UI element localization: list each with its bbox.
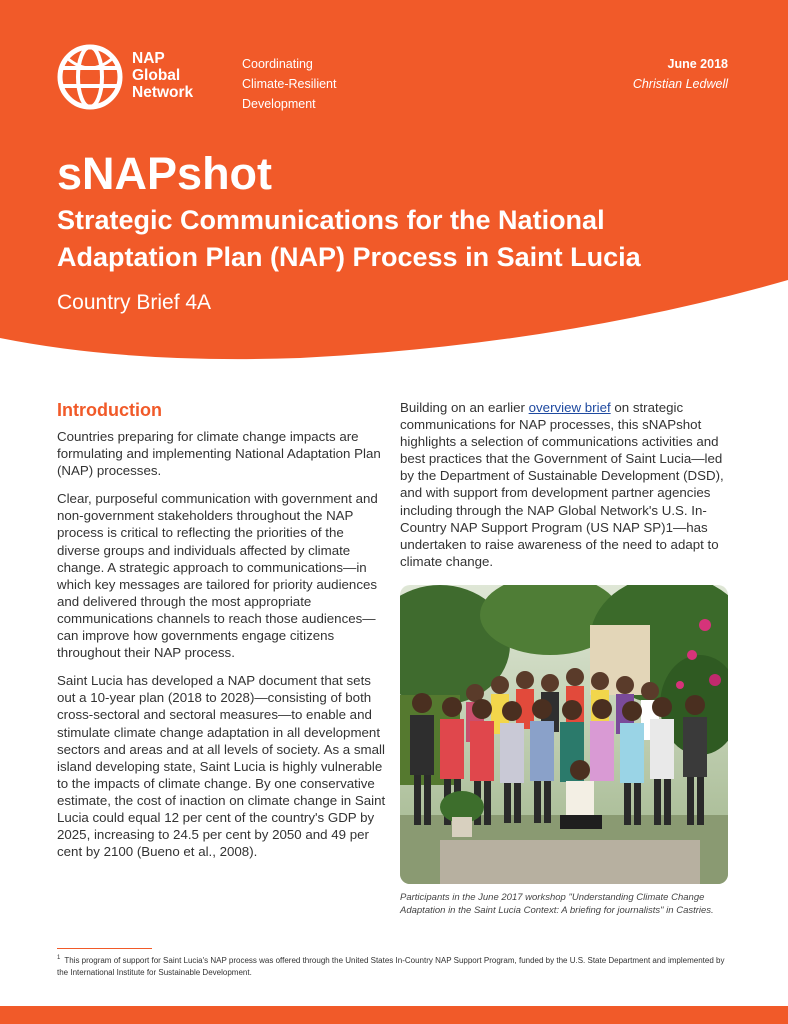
footnote-divider [57, 948, 152, 949]
document-subtitle: Country Brief 4A [57, 291, 212, 314]
logo-line: Network [132, 84, 194, 101]
right-paragraph [400, 399, 730, 570]
author-name: Christian Ledwell [632, 77, 728, 91]
footnote-text: This program of support for Saint Lucia's NAP process was offered through the United States In-Country NAP Support Program, funded by the U.S. State Department and implemented by the International Institute for Sustainable Development. [57, 956, 725, 977]
section-heading-introduction: Introduction [57, 400, 162, 420]
title-line: Adaptation Plan (NAP) Process in Saint Lucia [57, 242, 641, 272]
tagline-line: Coordinating [242, 57, 313, 71]
logo-line: NAP [132, 50, 165, 67]
intro-paragraph: Saint Lucia has developed a NAP document that sets out a 10-year plan (2018 to 2028)—consisting of both cross-sectoral and sectoral measures—to enable and stimulate climate change adaptation in all development sectors and areas and at all levels of society. As a small island developing state, Saint Lucia is highly vulnerable to the impacts of climate change. By one conservative estimate, the cost of inaction on climate change in Saint Lucia could equal 12 per cent of the country's GDP by 2025, increasing to 24.5 per cent by 2050 and 49 per cent by 2100 (Bueno et al., 2008). [57, 673, 386, 860]
photo-caption: Participants in the June 2017 workshop "Understanding Climate Change Adaptation in the Saint Lucia Context: A briefing for journalists" in Castries. [400, 892, 714, 916]
document-title [57, 202, 757, 276]
intro-paragraph: Countries preparing for climate change impacts are formulating and implementing National Adaptation Plan (NAP) processes. [57, 429, 381, 479]
footnote-ref: 1 [665, 519, 673, 535]
logo-wordmark [132, 50, 193, 101]
text-run: on strategic communications for NAP processes, this sNAPshot highlights a selection of communications activities and best practices that the Government of Saint Lucia—led by the Department of Sustainable Development (DSD), and with support from development partner agencies including through the NAP Global Network's U.S. In-Country NAP Support Program (US NAP SP) [400, 400, 724, 535]
right-column [400, 398, 730, 581]
tagline-line: Development [242, 97, 316, 111]
globe-logo-icon [57, 44, 123, 110]
bottom-bar [0, 1006, 788, 1024]
intro-paragraph: Clear, purposeful communication with government and non-government stakeholders throughout the NAP process is critical to reflecting the priorities of the diverse groups and individuals affected by climate change. A strategic approach to communications—in which key messages are tailored for priority audiences and delivered through the most appropriate communications channels to reach those audiences—can improve how governments engage citizens throughout their NAP process. [57, 491, 378, 661]
logo-line: Global [132, 67, 181, 84]
tagline [242, 54, 336, 114]
date-author-block [633, 54, 728, 94]
overview-brief-link[interactable]: overview brief [528, 400, 611, 415]
series-brand: sNAPshot [57, 148, 273, 199]
title-line: Strategic Communications for the National [57, 205, 605, 235]
left-column [57, 398, 387, 871]
text-run: Building on an earlier [400, 400, 529, 415]
footnote [57, 955, 737, 978]
tagline-line: Climate-Resilient [242, 77, 337, 91]
workshop-group-photo [400, 585, 728, 884]
publication-date: June 2018 [667, 57, 728, 71]
text-run: —has undertaken to raise awareness of the need to adapt to climate change. [400, 519, 719, 569]
footnote-number: 1 [57, 955, 61, 962]
